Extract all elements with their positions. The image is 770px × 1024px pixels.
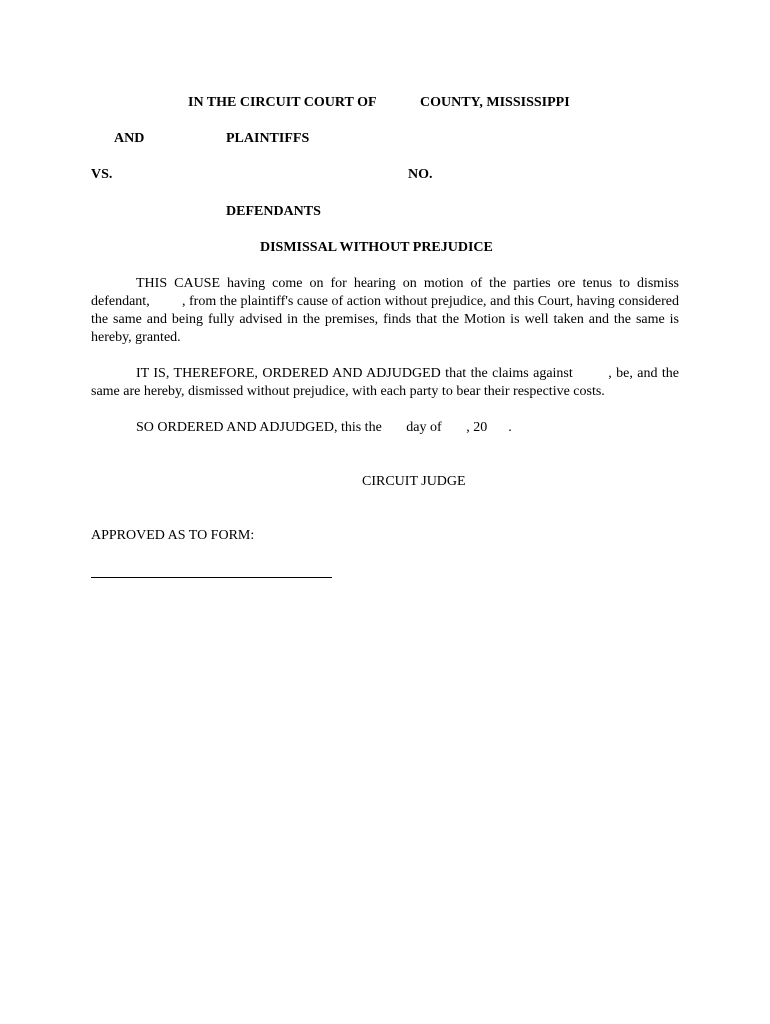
paragraph-order-part-a: IT IS, THEREFORE, ORDERED AND ADJUDGED that the claims against xyxy=(136,366,573,381)
caption-plaintiffs: PLAINTIFFS xyxy=(226,131,310,146)
paragraph-order-part-b: , be, and the same are hereby, dismissed without prejudice, with each party to bear their respective costs. xyxy=(91,366,680,399)
approved-as-to-form-label: APPROVED AS TO FORM: xyxy=(91,528,255,543)
paragraph-so-ordered xyxy=(136,419,512,437)
signature-line xyxy=(91,577,332,578)
court-heading-right: COUNTY, MISSISSIPPI xyxy=(420,95,570,110)
paragraph-cause-part-a: THIS CAUSE having come on for hearing on motion of the parties ore tenus to dismiss defendant, xyxy=(91,276,679,309)
caption-defendants: DEFENDANTS xyxy=(226,204,321,219)
so-ordered-day-of: day of xyxy=(406,420,442,435)
so-ordered-period: . xyxy=(508,420,512,435)
so-ordered-part-a: SO ORDERED AND ADJUDGED, this the xyxy=(136,420,382,435)
court-heading-left: IN THE CIRCUIT COURT OF xyxy=(188,95,377,110)
paragraph-cause-part-b: , from the plaintiff's cause of action without prejudice, and this Court, having considered the same and being fully advised in the premises, finds that the Motion is well taken and the same is hereby, granted. xyxy=(91,294,680,345)
paragraph-cause xyxy=(91,275,679,347)
so-ordered-year: , 20 xyxy=(466,420,488,435)
paragraph-order xyxy=(91,365,679,401)
caption-vs: VS. xyxy=(91,167,113,182)
circuit-judge-label: CIRCUIT JUDGE xyxy=(362,474,466,489)
caption-case-number: NO. xyxy=(408,167,433,182)
caption-and: AND xyxy=(114,131,145,146)
document-title: DISMISSAL WITHOUT PREJUDICE xyxy=(260,240,493,255)
